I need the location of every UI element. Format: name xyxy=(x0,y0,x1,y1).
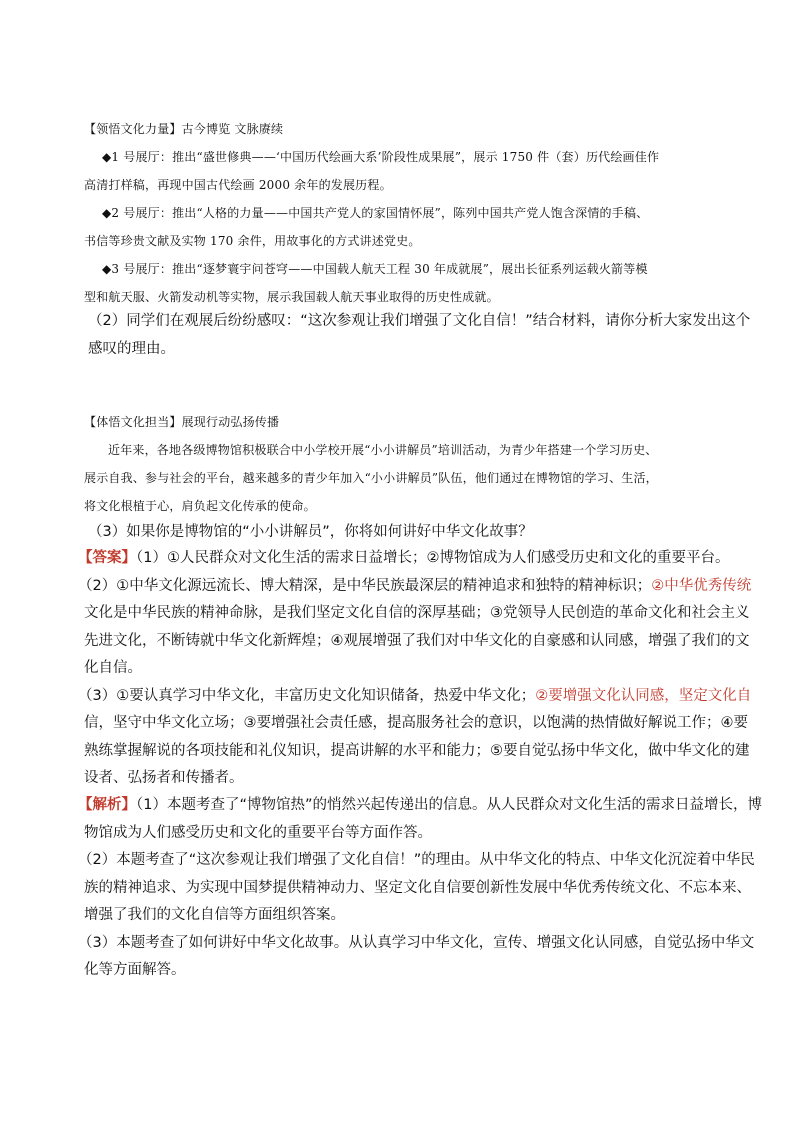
hall-1-text-cont: 高清打样稿，再现中国古代绘画 2000 余年的发展历程。 xyxy=(84,178,392,192)
answer-line-1: 【答案】（1）①人民群众对文化生活的需求日益增长；②博物馆成为人们感受历史和文化的重要平台。 xyxy=(78,550,730,566)
paragraph-text: 近年来，各地各级博物馆积极联合中小学校开展“小小讲解员”培训活动，为青少年搭建一个学习历史、 xyxy=(108,443,658,457)
answer-2-line-2: 文化是中华民族的精神命脉，是我们坚定文化自信的深厚基础；③党领导人民创造的革命文化和社会主义 xyxy=(84,605,750,621)
analysis-2-line-2: 族的精神追求、为实现中国梦提供精神动力、坚定文化自信要创新性发展中华优秀传统文化、不忘本来、 xyxy=(84,879,751,896)
section-heading: 【领悟文化力量】古今博览 文脉赓续 xyxy=(84,122,284,136)
answer-section xyxy=(78,545,752,793)
paragraph-text-cont: 展示自我、参与社会的平台，越来越多的青少年加入“小小讲解员”队伍，他们通过在博物馆的学习、生活， xyxy=(84,471,658,485)
answer-3-line-1: （3）①要认真学习中华文化，丰富历史文化知识储备，热爱中华文化；②要增强文化认同感，坚定文化自 xyxy=(78,687,752,704)
section-heading: 【体悟文化担当】展现行动弘扬传播 xyxy=(84,415,280,429)
answer-3-line-2: 信，坚守中华文化立场；③要增强社会责任感，提高服务社会的意识，以饱满的热情做好解说工作；④要 xyxy=(84,715,748,731)
analysis-2-line-1: （2）本题考查了“这次参观让我们增强了文化自信！”的理由。从中华文化的特点、中华文化沉淀着中华民 xyxy=(78,852,755,868)
hall-2-text-cont: 书信等珍贵文献及实物 170 余件，用故事化的方式讲述党史。 xyxy=(84,234,421,248)
question-3-text: （3）如果你是博物馆的“小小讲解员”，你将如何讲好中华文化故事？ xyxy=(88,524,533,540)
section-culture-duty xyxy=(84,408,734,520)
analysis-3-line-1: （3）本题考查了如何讲好中华文化故事。从认真学习中华文化，宣传、增强文化认同感，自觉弘扬中华文 xyxy=(78,934,755,951)
question-3 xyxy=(84,519,734,547)
answer-3-line-4: 设者、弘扬者和传播者。 xyxy=(84,770,244,786)
analysis-label: 【解析】 xyxy=(78,797,136,813)
question-2-text: （2）同学们在观展后纷纷感叹：“这次参观让我们增强了文化自信！”结合材料，请你分析大家发出这个 xyxy=(88,313,751,329)
analysis-1-line-2: 物馆成为人们感受历史和文化的重要平台等方面作答。 xyxy=(84,824,432,841)
hall-3-text: ◆3 号展厅：推出“逐梦寰宇问苍穹——中国载人航天工程 30 年成就展”，展出长征系列运载火箭等模 xyxy=(102,262,648,276)
question-2 xyxy=(84,308,751,363)
hall-2-text: ◆2 号展厅：推出“人格的力量——中国共产党人的家国情怀展”，陈列中国共产党人饱含深情的手稿、 xyxy=(102,206,649,220)
analysis-2-line-3: 增强了我们的文化自信等方面组织答案。 xyxy=(84,907,345,923)
question-2-text-cont: 感叹的理由。 xyxy=(88,340,175,357)
answer-label: 【答案】 xyxy=(78,550,136,566)
analysis-3-line-2: 化等方面解答。 xyxy=(84,962,186,978)
answer-2-line-1: （2）①中华文化源远流长、博大精深，是中华民族最深层的精神追求和独特的精神标识；②中华优秀传统 xyxy=(78,577,752,594)
section-culture-power xyxy=(84,115,734,311)
answer-3-line-3: 熟练掌握解说的各项技能和礼仪知识，提高讲解的水平和能力；⑤要自觉弘扬中华文化，做中华文化的建 xyxy=(84,742,750,759)
analysis-section xyxy=(78,792,762,985)
analysis-1-line-1: 【解析】（1）本题考查了“博物馆热”的悄然兴起传递出的信息。从人民群众对文化生活的需求日益增长，博 xyxy=(78,797,762,813)
paragraph-text-cont: 将文化根植于心，肩负起文化传承的使命。 xyxy=(84,499,316,513)
answer-2-line-4: 化自信。 xyxy=(84,660,142,676)
hall-1-text: ◆1 号展厅：推出“盛世修典——‘中国历代绘画大系’阶段性成果展”，展示 1750 件（套）历代绘画佳作 xyxy=(102,150,660,164)
hall-3-text-cont: 型和航天服、火箭发动机等实物，展示我国载人航天事业取得的历史性成就。 xyxy=(84,290,499,304)
answer-2-line-3: 先进文化，不断铸就中华文化新辉煌；④观展增强了我们对中华文化的自豪感和认同感，增强了我们的文 xyxy=(84,632,750,649)
